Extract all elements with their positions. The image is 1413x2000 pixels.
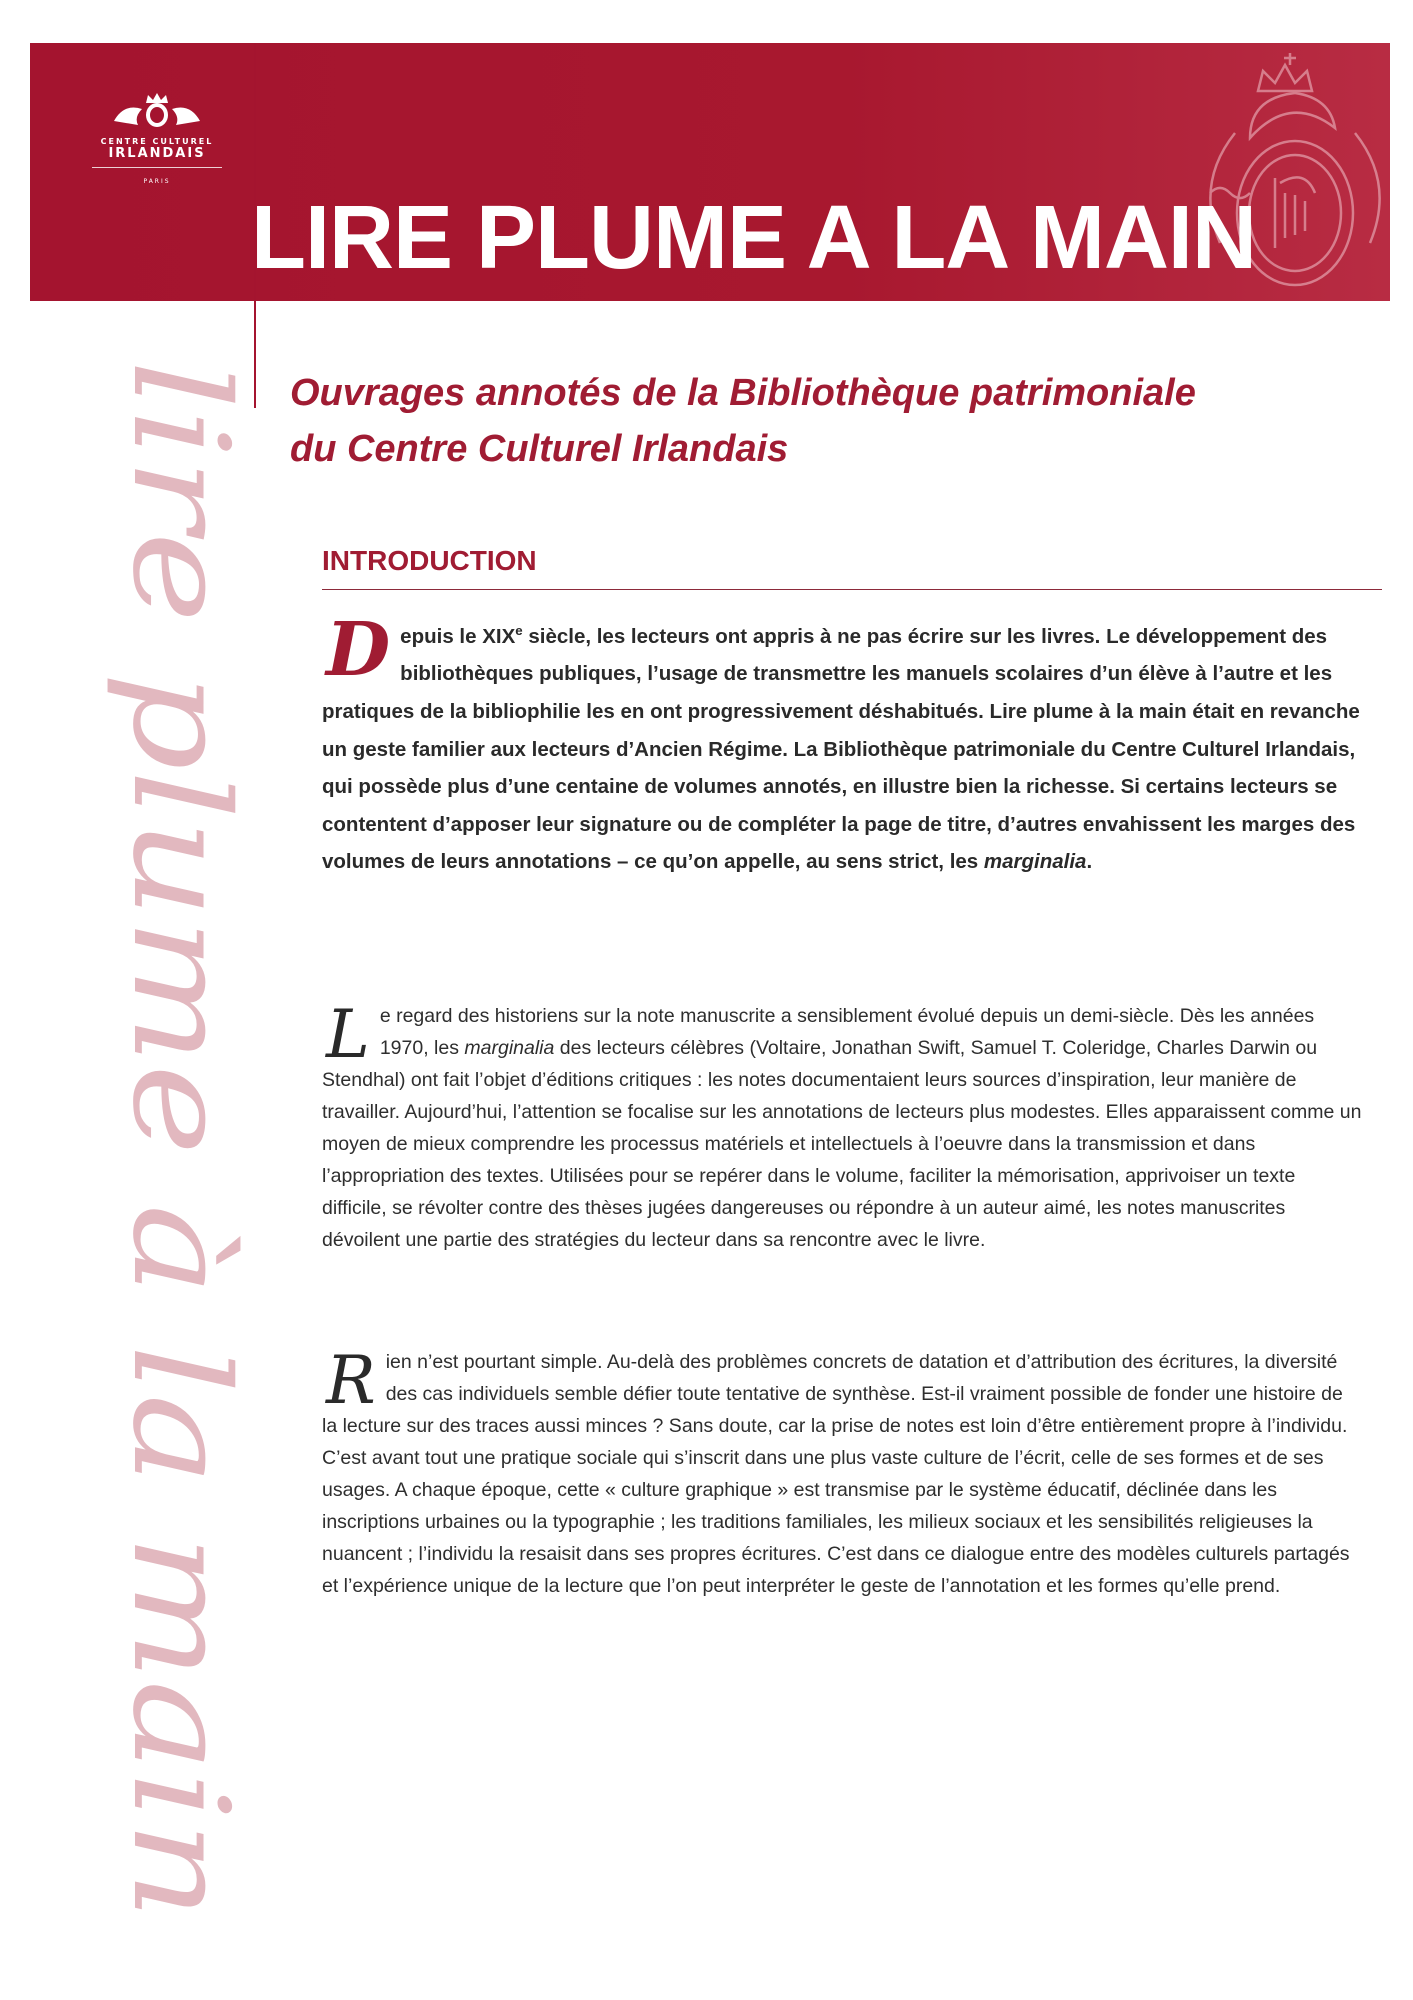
subtitle <box>290 365 1370 477</box>
p1-emphasis: marginalia <box>983 850 1087 874</box>
p2-text-a: e regard des historiens sur la note manuscrite a sensiblement évolué depuis un demi-siècle. Dès les années 1970, les <box>379 1005 1315 1059</box>
logo <box>92 91 222 185</box>
p1-text-a: epuis le XIX <box>400 624 516 648</box>
p2-emphasis: marginalia <box>464 1037 555 1059</box>
dropcap-r: R <box>326 1342 376 1419</box>
dropcap-l: L <box>326 996 370 1073</box>
subtitle-line2: du Centre Culturel Irlandais <box>290 428 789 470</box>
intro-paragraph-1 <box>322 607 1362 881</box>
intro-paragraph-3 <box>322 1342 1362 1602</box>
logo-line2: IRLANDAIS <box>92 146 222 168</box>
p1-superscript: e <box>515 623 523 638</box>
page-title: LIRE PLUME A LA MAIN <box>251 188 1256 288</box>
dropcap-d: D <box>326 607 391 693</box>
section-heading: INTRODUCTION <box>322 545 1382 590</box>
p1-text-b: siècle, les lecteurs ont appris à ne pas écrire sur les livres. Le développement des bibliothèques publiques, l’usage de transmettre les manuels scolaires d’un élève à l’autre et les pratiques de la bibliophilie les en ont progressivement déshabitués. Lire plume à la main était en revanche un geste familier aux lecteurs d’Ancien Régime. La Bibliothèque patrimoniale du Centre Culturel Irlandais, qui possède plus d’une centaine de volumes annotés, en illustre bien la richesse. Si certains lecteurs se contentent d’apposer leur signature ou de compléter la page de titre, d’autres envahissent les marges des volumes de leurs annotations – ce qu’on appelle, au sens strict, les <box>322 624 1360 874</box>
p3-text-a: ien n’est pourtant simple. Au-delà des problèmes concrets de datation et d’attribution des écritures, la diversité des cas individuels semble défier toute tentative de synthèse. Est-il vraiment possible de fonder une histoire de la lecture sur des traces aussi minces ? Sans doute, car la prise de notes est loin d’être entièrement propre à l’individu. C’est avant tout une pratique sociale qui s’inscrit dans une plus vaste culture de l’écrit, celle de ses formes et de ses usages. A chaque époque, cette « culture graphique » est transmise par le système éducatif, déclinée dans les inscriptions urbaines ou la typographie ; les traditions familiales, les milieux sociaux et les sensibilités religieuses la nuancent ; l’individu la resaisit dans ses propres écritures. C’est dans ce dialogue entre des modèles culturels partagés et l’expérience unique de la lecture que l’on peut interpréter le geste de l’annotation et les formes qu’elle prend. <box>322 1351 1350 1597</box>
logo-line3: PARIS <box>143 178 171 185</box>
logo-line1: CENTRE CULTUREL <box>100 137 214 146</box>
subtitle-line1: Ouvrages annotés de la Bibliothèque patrimoniale <box>290 372 1196 414</box>
logo-crest-icon <box>110 91 204 129</box>
p1-text-c: . <box>1086 850 1093 874</box>
side-script-text <box>40 340 290 1940</box>
side-script-label: lire plume à la main <box>103 360 257 1700</box>
p2-text-b: des lecteurs célèbres (Voltaire, Jonathan Swift, Samuel T. Coleridge, Charles Darwin ou Stendhal) ont fait l’objet d’éditions critiques : les notes documentaient leurs sources d’inspiration, leur manière de travailler. Aujourd’hui, l’attention se focalise sur les annotations de lecteurs plus modestes. Elles apparaissent comme un moyen de mieux comprendre les processus matériels et intellectuels à l’oeuvre dans la transmission et dans l’appropriation des textes. Utilisées pour se repérer dans le volume, faciliter la mémorisation, apprivoiser un texte difficile, se révolter contre des thèses jugées dangereuses ou répondre à un auteur aimé, les notes manuscrites dévoilent une partie des stratégies du lecteur dans sa rencontre avec le livre. <box>322 1037 1362 1251</box>
intro-paragraph-2 <box>322 996 1362 1256</box>
